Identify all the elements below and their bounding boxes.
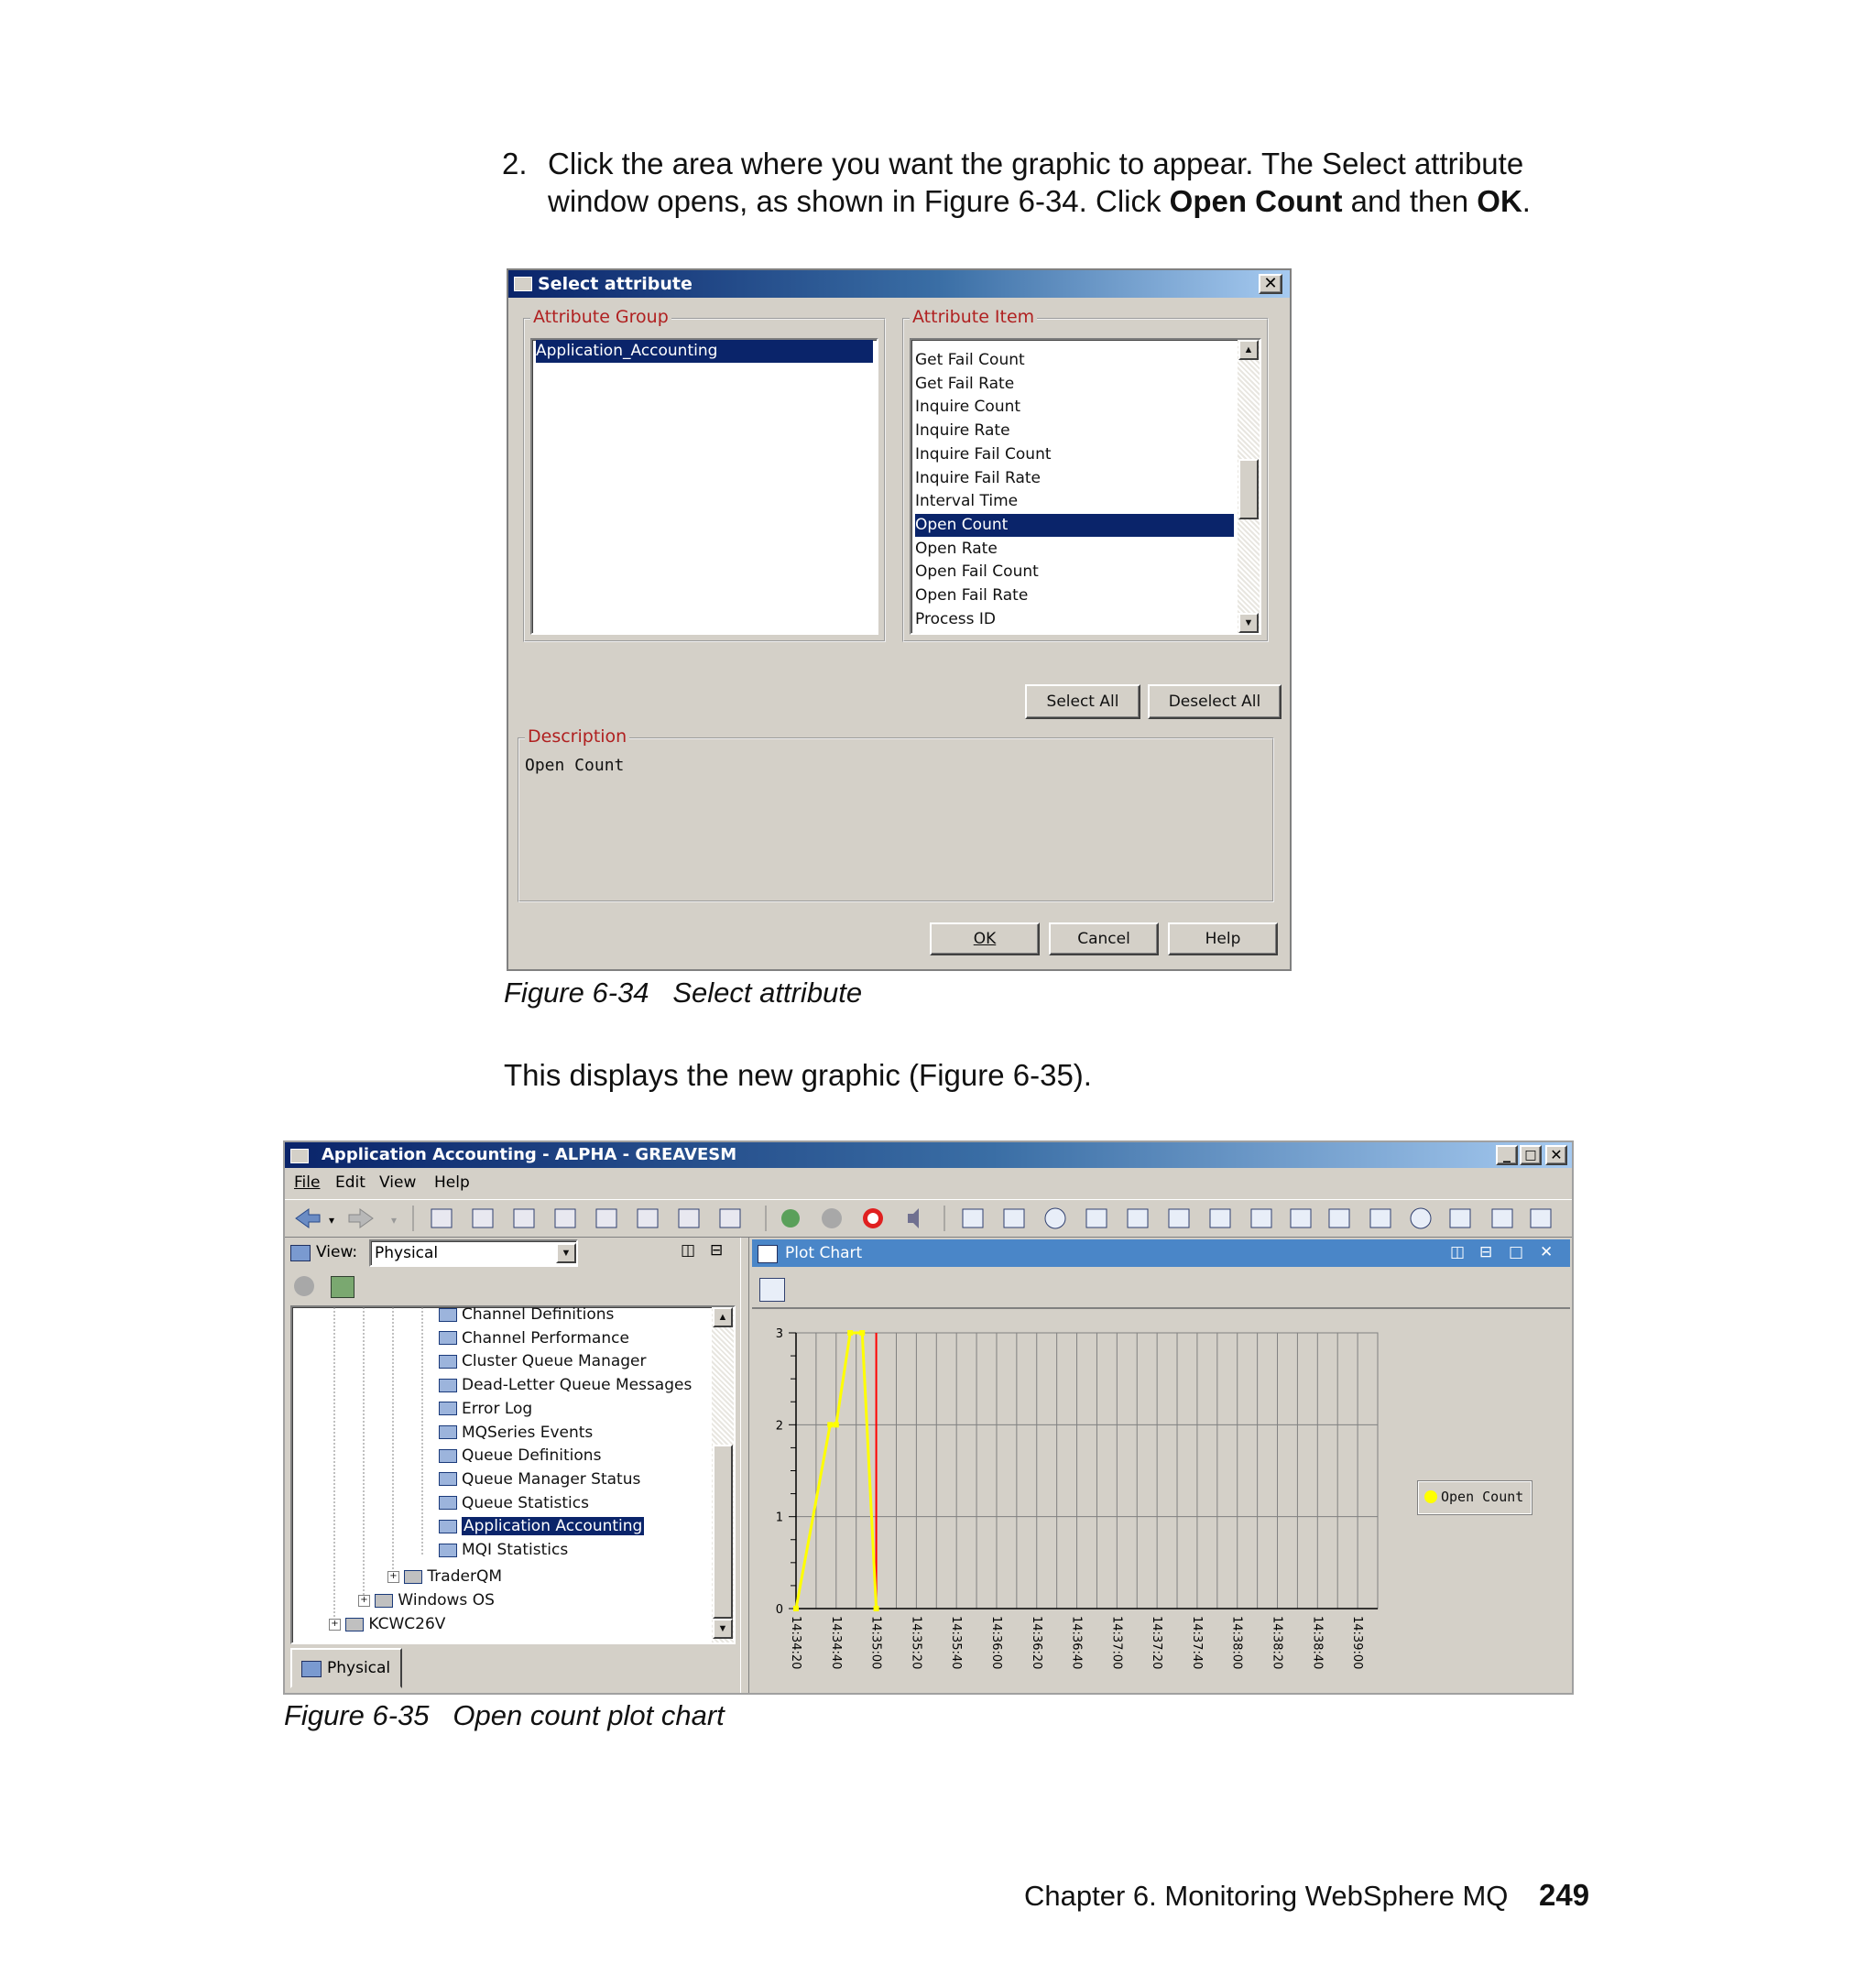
view-select-value: Physical (375, 1244, 439, 1262)
page-number: 249 (1539, 1878, 1590, 1912)
step-line-2-mid: and then (1342, 184, 1478, 218)
deselect-all-button[interactable]: Deselect All (1148, 684, 1282, 719)
plot-properties-icon[interactable] (759, 1278, 785, 1302)
list-item[interactable]: Interval Time (915, 492, 1019, 511)
workspace-node-icon (439, 1496, 457, 1510)
physical-tab-icon (301, 1661, 322, 1677)
minimize-icon[interactable]: _ (1496, 1145, 1518, 1165)
tree-node-label: TraderQM (427, 1567, 502, 1586)
expand-icon[interactable]: + (358, 1595, 370, 1607)
list-item[interactable]: Inquire Fail Count (915, 444, 1052, 464)
y-tick-label: 2 (775, 1419, 783, 1434)
tree-item[interactable] (439, 1422, 593, 1445)
x-tick-label: 14:36:00 (988, 1616, 1003, 1670)
disabled-circle-icon (294, 1276, 314, 1296)
speaker-icon (908, 1208, 919, 1228)
tree-item-label: Dead-Letter Queue Messages (462, 1376, 693, 1395)
view-icon (290, 1245, 311, 1261)
plot-close-icon[interactable]: ✕ (1540, 1243, 1554, 1261)
y-tick-label: 0 (775, 1603, 783, 1617)
select-attribute-dialog (507, 268, 1292, 971)
figure-6-35-caption: Figure 6-35 Open count plot chart (284, 1699, 725, 1731)
tree-item-label: Channel Performance (462, 1328, 629, 1348)
tree-item[interactable] (439, 1515, 644, 1538)
list-item[interactable]: Open Count (915, 514, 1234, 537)
ok-button[interactable]: OK (930, 922, 1040, 955)
workspace-node-icon (439, 1402, 457, 1415)
physical-tab[interactable] (290, 1648, 402, 1688)
list-item[interactable]: Open Fail Rate (915, 586, 1029, 605)
description-text: Open Count (525, 756, 625, 775)
step-line-2-text: window opens, as shown in Figure 6-34. Click (548, 184, 1170, 218)
list-item[interactable]: Inquire Rate (915, 421, 1010, 441)
scroll-thumb[interactable] (1238, 459, 1259, 519)
list-item[interactable]: Open Rate (915, 539, 998, 558)
y-tick-label: 1 (775, 1511, 783, 1525)
agent-icon (375, 1594, 393, 1608)
tree-item-label: Queue Statistics (462, 1493, 589, 1512)
x-tick-label: 14:37:00 (1109, 1616, 1124, 1670)
tree-node-label: KCWC26V (368, 1615, 446, 1633)
step-text (548, 145, 1647, 220)
x-tick-label: 14:35:20 (909, 1616, 923, 1670)
tree-item-label: MQSeries Events (462, 1423, 594, 1442)
navigator-tree[interactable] (290, 1305, 736, 1644)
view-type-icons (963, 1208, 1551, 1228)
attribute-group-list[interactable] (530, 338, 878, 635)
figure-6-34-caption: Figure 6-34 Select attribute (504, 977, 863, 1009)
x-tick-label: 14:39:00 (1350, 1616, 1365, 1670)
workspace-node-icon (439, 1355, 457, 1369)
tree-item-label: MQI Statistics (462, 1541, 569, 1559)
tree-scrollbar[interactable] (712, 1307, 734, 1642)
scroll-down-button[interactable]: ▼ (1238, 613, 1259, 633)
workspace-node-icon (439, 1449, 457, 1463)
tree-item[interactable] (439, 1398, 532, 1421)
app-title: Application Accounting - ALPHA - GREAVESM (322, 1145, 737, 1164)
list-item[interactable]: Open Fail Count (915, 562, 1039, 582)
tree-scroll-thumb[interactable] (713, 1445, 733, 1619)
data-point (874, 1606, 879, 1611)
list-item[interactable]: Inquire Fail Rate (915, 468, 1042, 487)
list-item[interactable]: Get Fail Rate (915, 374, 1015, 393)
step-line-2 (548, 182, 1647, 220)
legend-label: Open Count (1441, 1489, 1524, 1505)
plot-area (752, 1307, 1570, 1695)
stop-icon (863, 1208, 883, 1228)
data-point (859, 1330, 865, 1336)
tree-node-kcwc26v[interactable] (329, 1613, 445, 1636)
x-tick-label: 14:38:40 (1310, 1616, 1325, 1670)
close-icon[interactable]: ✕ (1259, 274, 1282, 294)
toolbar (285, 1199, 1572, 1238)
tree-item-label: Cluster Queue Manager (462, 1352, 647, 1371)
y-tick-label: 3 (775, 1327, 783, 1341)
attribute-item-label: Attribute Item (910, 307, 1037, 327)
workspace-node-icon (439, 1520, 457, 1533)
footer-chapter: Chapter 6. Monitoring WebSphere MQ (1024, 1880, 1509, 1912)
plot-chart-pane (752, 1239, 1570, 1693)
help-button[interactable]: Help (1168, 922, 1278, 955)
maximize-icon[interactable]: □ (1520, 1145, 1542, 1165)
back-arrow-icon (296, 1209, 320, 1228)
workspace-node-icon (439, 1308, 457, 1322)
tree-item[interactable] (439, 1468, 640, 1491)
split-vertical-icon[interactable]: ◫ (681, 1241, 696, 1260)
tree-item[interactable] (439, 1374, 692, 1397)
tree-node-traderqm[interactable] (387, 1566, 502, 1588)
data-point (834, 1422, 839, 1427)
workspace-node-icon (439, 1331, 457, 1345)
expand-icon[interactable]: + (387, 1571, 399, 1583)
x-tick-label: 14:35:40 (949, 1616, 964, 1670)
workspace-node-icon (439, 1544, 457, 1557)
item-list-scrollbar[interactable] (1238, 340, 1260, 633)
app-titlebar (285, 1142, 1572, 1168)
chart-legend (1418, 1481, 1532, 1514)
plot-chart-icon (758, 1245, 778, 1263)
step-line-1: Click the area where you want the graphic to appear. The Select attribute (548, 147, 1524, 180)
tree-item[interactable] (439, 1492, 589, 1515)
forward-arrow-icon (349, 1209, 373, 1228)
application-window (283, 1140, 1574, 1695)
pause-icon (822, 1208, 842, 1228)
plot-maximize-icon[interactable]: □ (1509, 1243, 1524, 1261)
tree-node-windows-os[interactable] (358, 1589, 495, 1612)
menu-bar (285, 1170, 1572, 1197)
tree-scroll-up[interactable]: ▲ (713, 1307, 733, 1327)
x-tick-label: 14:34:40 (828, 1616, 843, 1670)
cancel-button[interactable]: Cancel (1049, 922, 1159, 955)
tree-item[interactable] (439, 1327, 629, 1350)
view-select[interactable] (369, 1239, 578, 1267)
scroll-up-button[interactable]: ▲ (1238, 340, 1259, 360)
tree-item[interactable] (439, 1305, 614, 1326)
legend-swatch (1424, 1490, 1437, 1503)
pane-splitter[interactable] (740, 1238, 749, 1693)
x-tick-label: 14:36:20 (1029, 1616, 1043, 1670)
menu-help[interactable]: Help (434, 1173, 470, 1192)
physical-tab-label: Physical (327, 1659, 391, 1677)
x-tick-label: 14:37:20 (1150, 1616, 1164, 1670)
data-point (847, 1330, 853, 1336)
tree-item[interactable] (439, 1539, 568, 1562)
attribute-item-list[interactable] (910, 338, 1261, 635)
list-item[interactable]: Get Fail Count (915, 351, 1025, 369)
workspace-icons (431, 1209, 740, 1228)
menu-view[interactable]: View (379, 1173, 417, 1192)
navigator-pane (285, 1238, 738, 1693)
attribute-group-label: Attribute Group (530, 307, 671, 327)
x-tick-label: 14:34:20 (789, 1616, 802, 1670)
system-icon (345, 1618, 364, 1631)
tree-item-label: Queue Definitions (462, 1446, 602, 1466)
plot-split-horizontal-icon[interactable]: ⊟ (1479, 1243, 1493, 1261)
x-tick-label: 14:36:40 (1069, 1616, 1084, 1670)
data-point (793, 1606, 799, 1611)
step-bold-open-count: Open Count (1169, 184, 1343, 218)
workspace-node-icon (439, 1472, 457, 1486)
tree-item-label: Channel Definitions (462, 1305, 615, 1324)
tree-item-label: Queue Manager Status (462, 1469, 641, 1489)
tree-scroll-down[interactable]: ▼ (713, 1619, 733, 1639)
chevron-down-icon[interactable]: ▼ (556, 1243, 576, 1263)
dialog-title: Select attribute (538, 274, 693, 294)
window-icon (514, 277, 532, 291)
x-tick-label: 14:38:20 (1270, 1616, 1284, 1670)
app-close-icon[interactable]: ✕ (1545, 1145, 1567, 1165)
x-tick-label: 14:38:00 (1229, 1616, 1244, 1670)
plot-titlebar (752, 1239, 1570, 1267)
svg-text:▾: ▾ (391, 1214, 398, 1227)
tree-item-label: Application Accounting (464, 1517, 643, 1536)
plot-split-vertical-icon[interactable]: ◫ (1450, 1243, 1466, 1261)
workspace-node-icon (439, 1425, 457, 1439)
tree-item[interactable] (439, 1350, 647, 1373)
x-tick-label: 14:37:40 (1189, 1616, 1204, 1670)
app-window-icon (290, 1149, 309, 1163)
plot-background (796, 1333, 1378, 1609)
queue-manager-icon (404, 1570, 422, 1584)
x-tick-label: 14:35:00 (868, 1616, 883, 1670)
tree-item-label: Error Log (462, 1399, 533, 1418)
step-bold-ok: OK (1477, 184, 1522, 218)
data-point (827, 1422, 833, 1427)
description-box (518, 737, 1274, 902)
select-all-button[interactable]: Select All (1025, 684, 1140, 719)
description-label: Description (525, 726, 629, 747)
navigator-update-icon[interactable] (331, 1276, 354, 1298)
view-label: View: (316, 1243, 358, 1261)
group-item-application-accounting[interactable]: Application_Accounting (536, 340, 873, 363)
step-number: 2. (502, 147, 528, 180)
plot-title: Plot Chart (785, 1244, 863, 1262)
expand-icon[interactable]: + (329, 1619, 341, 1631)
refresh-icon (781, 1209, 800, 1228)
split-horizontal-icon[interactable]: ⊟ (710, 1241, 724, 1260)
list-item[interactable]: Process ID (915, 609, 996, 628)
list-item[interactable]: Inquire Count (915, 398, 1021, 417)
tree-node-label: Windows OS (398, 1591, 495, 1610)
step-line-2-end: . (1522, 184, 1531, 218)
body-paragraph: This displays the new graphic (Figure 6-35). (504, 1058, 1092, 1092)
menu-edit[interactable]: Edit (335, 1173, 365, 1192)
toolbar-icons (285, 1200, 1572, 1237)
dialog-titlebar (508, 270, 1290, 298)
tree-item[interactable] (439, 1445, 601, 1468)
workspace-node-icon (439, 1379, 457, 1392)
svg-text:▾: ▾ (329, 1214, 335, 1227)
menu-file[interactable]: File (294, 1173, 321, 1192)
